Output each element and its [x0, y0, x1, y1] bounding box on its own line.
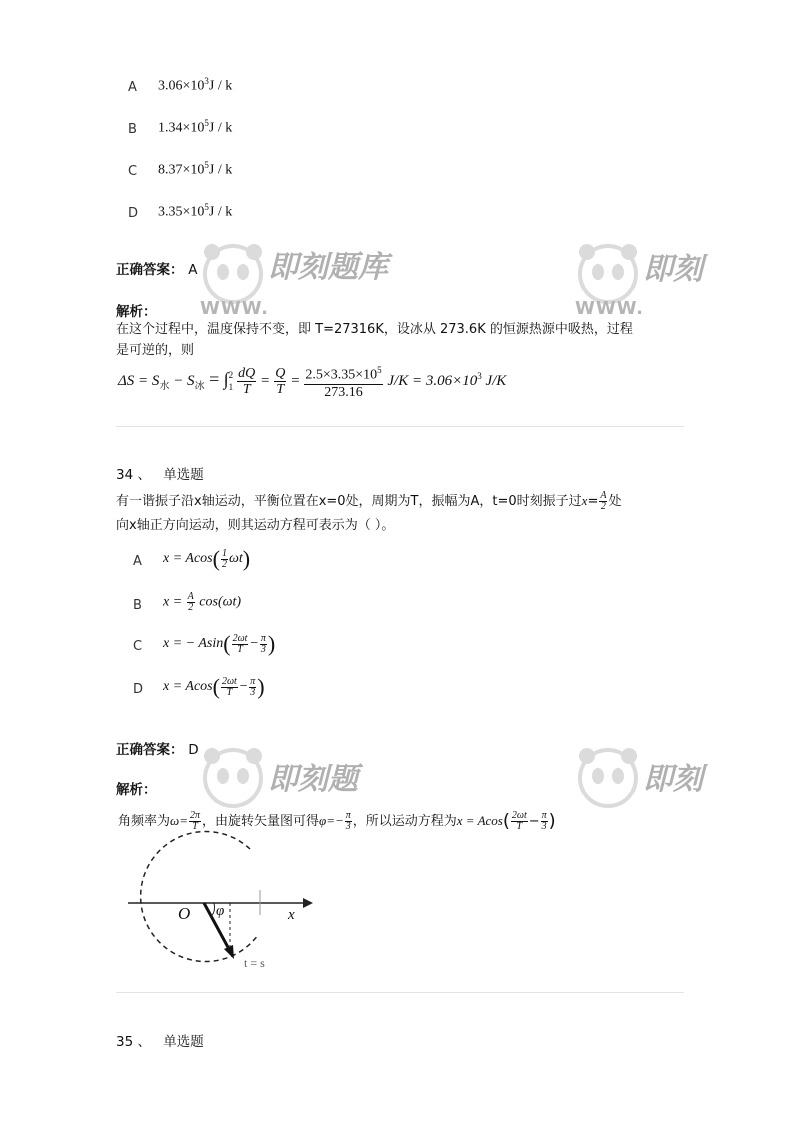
option-value: $8.37\times 10^5J / k$ — [158, 160, 233, 178]
option-letter: C — [128, 164, 138, 179]
q33-analysis-line1: 在这个过程中，温度保持不变，即 T=27316K，设冰从 273.6K 的恒源热源中吸热，过程 — [116, 322, 633, 337]
q35-header — [116, 1030, 204, 1050]
divider — [116, 426, 684, 427]
axis-label: x — [288, 907, 295, 923]
q34-analysis-label: 解析： — [116, 782, 157, 798]
q34-header — [116, 463, 204, 483]
option-letter: B — [133, 598, 142, 613]
option-letter: D — [133, 682, 144, 697]
q33-option-c[interactable] — [128, 160, 233, 179]
question-number: 35 、 — [116, 1034, 151, 1050]
watermark-text-4: 即刻 — [643, 762, 703, 797]
option-letter: B — [128, 122, 137, 137]
answer-value: D — [188, 742, 199, 758]
option-value: x = Acos( $\frac{1}{2}$ ωt) — [163, 546, 251, 571]
q34-analysis-line: 角频率为ω= $\frac{2\pi}{T}$ ，由旋转矢量图可得φ=− $\frac{\pi}{3}$ ，所以运动方程为x = Acos( $\frac{2\omega t}{T}$ − $\frac{\pi}{3}$ ) — [118, 810, 556, 832]
option-value: $1.34\times 10^5J / k$ — [158, 118, 233, 136]
watermark-panda-4 — [573, 742, 643, 812]
divider — [116, 992, 684, 993]
reference-circle — [141, 831, 258, 961]
panda-logo-icon — [573, 742, 643, 812]
q33-option-d[interactable] — [128, 202, 233, 221]
time-label: t = s — [244, 956, 265, 970]
q33-analysis-label: 解析： — [116, 304, 157, 320]
x-axis-arrow-icon — [303, 898, 313, 908]
watermark-text-1: 即刻题库 — [268, 250, 388, 285]
watermark-text-2: 即刻 — [643, 252, 703, 287]
q33-analysis-line2: 是可逆的，则 — [116, 343, 195, 358]
q34-answer — [116, 738, 199, 758]
q33-answer — [116, 258, 197, 278]
panda-logo-icon — [198, 742, 268, 812]
option-value: x = $\frac{A}{2}$ cos(ωt) — [163, 591, 242, 613]
option-value: x = − Asin( $\frac{2\omega t}{T}$ − $\frac{\pi}{3}$ ) — [163, 631, 276, 656]
answer-value: A — [188, 262, 198, 278]
vector-arrow-icon — [224, 945, 234, 959]
question-type: 单选题 — [163, 1034, 204, 1050]
q34-stem-line1: 有一谐振子沿x轴运动，平衡位置在x=0处，周期为T，振幅为A，t=0时刻振子过x= $\frac{A}{2}$ 处 — [116, 490, 622, 512]
rotation-vector-svg — [118, 835, 318, 975]
q34-stem-line2: 向x轴正方向运动，则其运动方程可表示为（ ）。 — [116, 518, 395, 533]
answer-label: 正确答案： — [116, 262, 184, 278]
option-value: x = Acos( $\frac{2\omega t}{T}$ − $\frac{\pi}{3}$ ) — [163, 674, 265, 699]
watermark-www-2: WWW. — [575, 298, 644, 319]
option-letter: D — [128, 206, 139, 221]
option-letter: C — [133, 639, 143, 654]
option-value: $3.06\times 10^3J / k$ — [158, 76, 233, 94]
answer-label: 正确答案： — [116, 742, 184, 758]
origin-label: O — [178, 904, 191, 923]
option-value: $3.35\times 10^5J / k$ — [158, 202, 233, 220]
watermark-text-3: 即刻题 — [268, 762, 358, 797]
watermark-panda-3 — [198, 742, 268, 812]
rotation-vector-diagram — [118, 835, 318, 975]
watermark-www-1: WWW. — [200, 298, 269, 319]
option-letter: A — [128, 80, 137, 95]
option-letter: A — [133, 554, 142, 569]
q33-option-b[interactable] — [128, 118, 233, 137]
q33-formula: $\Delta S = S_水 - S_冰$ = ∫ 2 1 $\frac{dQ}{T}$ = $\frac{Q}{T}$ = $\frac{2.5\times 3.35\times 10^5}{273.16}$ $J/K = 3.06\times 10^3$ J/K — [118, 362, 506, 401]
angle-label: φ — [216, 903, 225, 919]
question-type: 单选题 — [163, 467, 204, 483]
question-number: 34 、 — [116, 467, 151, 483]
q33-option-a[interactable] — [128, 76, 233, 95]
